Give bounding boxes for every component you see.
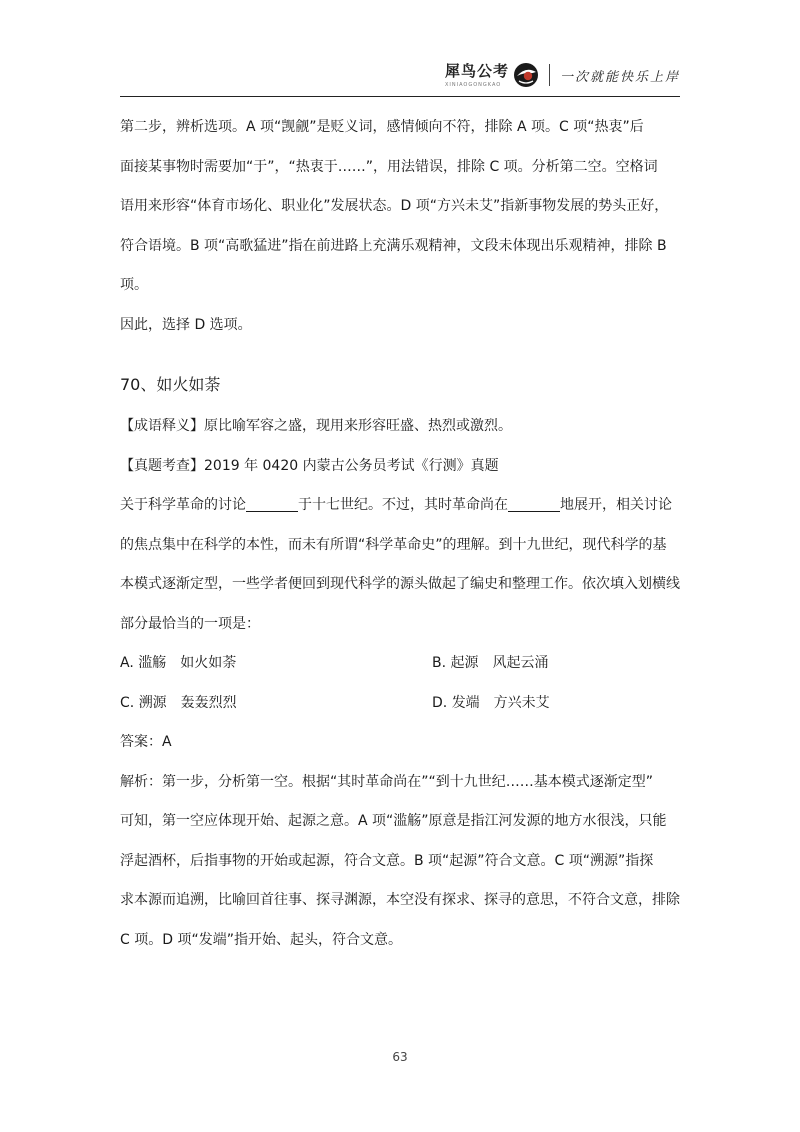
answer-line: 答案：A	[120, 734, 172, 750]
question-text: 关于科学革命的讨论	[120, 497, 246, 513]
option-label: B.	[432, 655, 447, 671]
analysis-prev-line: 符合语境。B 项“高歌猛进”指在前进路上充满乐观精神，文段未体现出乐观精神，排除 B	[120, 237, 667, 254]
question-line: 部分最恰当的一项是：	[120, 615, 260, 632]
option-a	[120, 644, 432, 684]
analysis-prev-line: 面接某事物时需要加“于”，“热衷于……”，用法错误，排除 C 项。分析第二空。空格词	[120, 158, 658, 175]
analysis-line: C 项。D 项“发端”指开始、起头，符合文意。	[120, 931, 402, 948]
header-divider	[120, 96, 680, 97]
fill-blank	[246, 497, 298, 512]
option-text: 发端 方兴未艾	[451, 694, 550, 711]
brand-separator	[549, 64, 550, 86]
analysis-prev-conclusion: 因此，选择 D 选项。	[120, 316, 252, 333]
option-c	[120, 684, 432, 724]
brand-name: 犀鸟公考	[444, 62, 509, 80]
page-header	[120, 56, 680, 98]
previous-analysis	[120, 108, 680, 345]
hornbill-bird-icon	[513, 62, 539, 88]
analysis-line: 浮起酒杯，后指事物的开始或起源，符合文意。B 项“起源”符合文意。C 项“溯源”指探	[120, 852, 654, 869]
analysis-prev-line: 项。	[120, 277, 148, 293]
option-d	[432, 684, 680, 724]
option-text: 起源 风起云涌	[450, 655, 549, 671]
question-text: 于十七世纪。不过，其时革命尚在	[298, 497, 508, 513]
option-label: D.	[432, 694, 448, 711]
question-line: 的焦点集中在科学的本性，而未有所谓“科学革命史”的理解。到十九世纪，现代科学的基	[120, 536, 667, 553]
idiom-entry	[120, 373, 680, 960]
analysis-line: 求本源而追溯，比喻回首往事、探寻渊源，本空没有探求、探寻的意思，不符合文意，排除	[120, 892, 680, 908]
fill-blank	[508, 497, 560, 512]
option-text: 滥觞 如火如荼	[138, 655, 237, 671]
page-content	[120, 108, 680, 960]
question-text: 地展开，相关讨论	[560, 497, 672, 513]
page-number: 63	[392, 1050, 408, 1064]
brand-text	[445, 62, 509, 88]
analysis-line: 可知，第一空应体现开始、起源之意。A 项“滥觞”原意是指江河发源的地方水很浅，只能	[120, 813, 667, 829]
option-label: A.	[120, 655, 134, 671]
answer-options	[120, 644, 680, 723]
option-text: 溯源 轰轰烈烈	[138, 694, 237, 711]
exam-source: 【真题考查】2019 年 0420 内蒙古公务员考试《行测》真题	[120, 457, 499, 474]
question-line	[120, 486, 680, 526]
analysis-prev-line: 语用来形容“体育市场化、职业化”发展状态。D 项“方兴未艾”指新事物发展的势头正好，	[120, 198, 669, 214]
analysis-line: 解析：第一步，分析第一空。根据“其时革命尚在”“到十九世纪……基本模式逐渐定型”	[120, 773, 654, 790]
entry-heading: 70、如火如荼	[120, 375, 221, 394]
brand-slogan: 一次就能快乐上岸	[559, 69, 680, 85]
option-label: C.	[120, 694, 135, 711]
brand-subtitle: XINIAOGONGKAO	[444, 82, 502, 88]
idiom-definition: 【成语释义】原比喻军容之盛，现用来形容旺盛、热烈或激烈。	[120, 418, 512, 434]
analysis-prev-line: 第二步，辨析选项。A 项“觊觎”是贬义词，感情倾向不符，排除 A 项。C 项“热衷”后	[120, 119, 644, 135]
question-line: 本模式逐渐定型，一些学者便回到现代科学的源头做起了编史和整理工作。依次填入划横线	[120, 576, 680, 592]
brand-block	[445, 62, 680, 88]
option-b	[432, 644, 680, 684]
